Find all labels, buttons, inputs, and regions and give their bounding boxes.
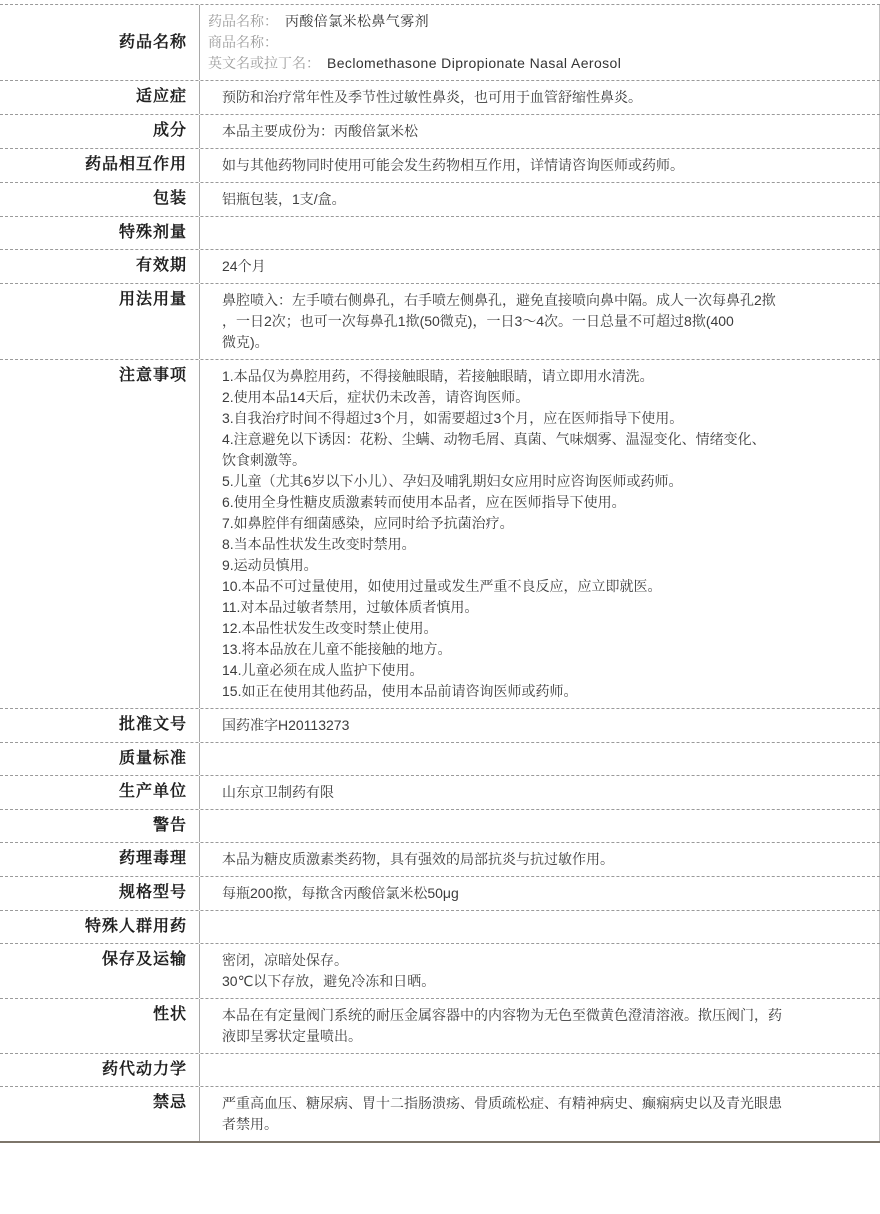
row-label: 禁忌 bbox=[0, 1087, 200, 1141]
table-row bbox=[0, 999, 880, 1054]
row-label: 药代动力学 bbox=[0, 1054, 200, 1086]
row-value bbox=[200, 149, 880, 182]
table-row bbox=[0, 5, 880, 81]
row-label: 规格型号 bbox=[0, 877, 200, 910]
table-row bbox=[0, 911, 880, 944]
value-line: 如与其他药物同时使用可能会发生药物相互作用，详情请咨询医师或药师。 bbox=[222, 157, 684, 173]
table-row bbox=[0, 1054, 880, 1087]
sub-field-line bbox=[208, 11, 869, 32]
row-label: 特殊剂量 bbox=[0, 217, 200, 249]
row-value bbox=[200, 115, 880, 148]
row-value bbox=[200, 944, 880, 998]
value-line: 11.对本品过敏者禁用，过敏体质者慎用。 bbox=[222, 599, 479, 615]
table-row bbox=[0, 776, 880, 810]
row-value bbox=[200, 911, 880, 943]
table-row bbox=[0, 360, 880, 709]
table-row bbox=[0, 944, 880, 999]
row-label: 警告 bbox=[0, 810, 200, 842]
value-line: 饮食刺激等。 bbox=[222, 452, 306, 468]
value-line: 本品为糖皮质激素类药物，具有强效的局部抗炎与抗过敏作用。 bbox=[222, 851, 614, 867]
row-label: 药理毒理 bbox=[0, 843, 200, 876]
row-value bbox=[200, 999, 880, 1053]
value-line: 14.儿童必须在成人监护下使用。 bbox=[222, 662, 424, 678]
row-value bbox=[200, 183, 880, 216]
row-label: 适应症 bbox=[0, 81, 200, 114]
row-value bbox=[200, 284, 880, 359]
table-row bbox=[0, 149, 880, 183]
sub-field-label: 药品名称： bbox=[208, 13, 278, 29]
value-line: 国药准字H20113273 bbox=[222, 717, 350, 733]
table-row bbox=[0, 217, 880, 250]
table-row bbox=[0, 810, 880, 843]
row-value bbox=[200, 1087, 880, 1141]
row-value bbox=[200, 843, 880, 876]
value-line: ，一日2次；也可一次每鼻孔1揿(50微克)，一日3～4次。一日总量不可超过8揿(400 bbox=[222, 313, 734, 329]
table-row bbox=[0, 843, 880, 877]
sub-field-label: 商品名称： bbox=[208, 34, 278, 50]
row-value bbox=[200, 360, 880, 708]
sub-field-label: 英文名或拉丁名： bbox=[208, 55, 320, 71]
row-value bbox=[200, 877, 880, 910]
value-line: 预防和治疗常年性及季节性过敏性鼻炎，也可用于血管舒缩性鼻炎。 bbox=[222, 89, 642, 105]
value-line: 每瓶200揿，每揿含丙酸倍氯米松50μg bbox=[222, 885, 459, 901]
row-value bbox=[200, 217, 880, 249]
value-line: 24个月 bbox=[222, 258, 266, 274]
value-line: 密闭，凉暗处保存。 bbox=[222, 952, 348, 968]
row-label: 包装 bbox=[0, 183, 200, 216]
row-value bbox=[200, 743, 880, 775]
sub-field-line bbox=[208, 32, 869, 53]
value-line: 30℃以下存放，避免冷冻和日晒。 bbox=[222, 973, 436, 989]
value-line: 本品在有定量阀门系统的耐压金属容器中的内容物为无色至微黄色澄清溶液。揿压阀门，药 bbox=[222, 1007, 782, 1023]
value-line: 山东京卫制药有限 bbox=[222, 784, 334, 800]
row-label: 生产单位 bbox=[0, 776, 200, 809]
value-line: 3.自我治疗时间不得超过3个月，如需要超过3个月，应在医师指导下使用。 bbox=[222, 410, 684, 426]
value-line: 6.使用全身性糖皮质激素转而使用本品者，应在医师指导下使用。 bbox=[222, 494, 626, 510]
row-value bbox=[200, 5, 880, 80]
table-row bbox=[0, 81, 880, 115]
row-label: 用法用量 bbox=[0, 284, 200, 359]
table-row bbox=[0, 1087, 880, 1141]
value-line: 8.当本品性状发生改变时禁用。 bbox=[222, 536, 416, 552]
value-line: 者禁用。 bbox=[222, 1116, 278, 1132]
row-label: 保存及运输 bbox=[0, 944, 200, 998]
value-line: 4.注意避免以下诱因：花粉、尘螨、动物毛屑、真菌、气味烟雾、温湿变化、情绪变化、 bbox=[222, 431, 766, 447]
row-label: 成分 bbox=[0, 115, 200, 148]
value-line: 微克)。 bbox=[222, 334, 269, 350]
value-line: 本品主要成份为：丙酸倍氯米松 bbox=[222, 123, 418, 139]
row-value bbox=[200, 1054, 880, 1086]
table-row bbox=[0, 709, 880, 743]
drug-info-table bbox=[0, 4, 880, 1143]
value-line: 液即呈雾状定量喷出。 bbox=[222, 1028, 362, 1044]
value-line: 铝瓶包装，1支/盒。 bbox=[222, 191, 346, 207]
row-label: 注意事项 bbox=[0, 360, 200, 708]
row-label: 药品相互作用 bbox=[0, 149, 200, 182]
value-line: 15.如正在使用其他药品，使用本品前请咨询医师或药师。 bbox=[222, 683, 578, 699]
sub-field-line bbox=[208, 53, 869, 74]
table-row bbox=[0, 115, 880, 149]
value-line: 12.本品性状发生改变时禁止使用。 bbox=[222, 620, 438, 636]
row-value bbox=[200, 709, 880, 742]
row-value bbox=[200, 776, 880, 809]
row-value bbox=[200, 810, 880, 842]
sub-field-value: 丙酸倍氯米松鼻气雾剂 bbox=[285, 13, 429, 29]
table-row bbox=[0, 284, 880, 360]
value-line: 1.本品仅为鼻腔用药，不得接触眼睛，若接触眼睛，请立即用水清洗。 bbox=[222, 368, 654, 384]
row-label: 质量标准 bbox=[0, 743, 200, 775]
value-line: 10.本品不可过量使用，如使用过量或发生严重不良反应，应立即就医。 bbox=[222, 578, 662, 594]
table-row bbox=[0, 743, 880, 776]
value-line: 7.如鼻腔伴有细菌感染，应同时给予抗菌治疗。 bbox=[222, 515, 514, 531]
row-value bbox=[200, 81, 880, 114]
sub-field-value: Beclomethasone Dipropionate Nasal Aerosol bbox=[327, 55, 622, 71]
value-line: 13.将本品放在儿童不能接触的地方。 bbox=[222, 641, 452, 657]
value-line: 鼻腔喷入：左手喷右侧鼻孔，右手喷左侧鼻孔，避免直接喷向鼻中隔。成人一次每鼻孔2揿 bbox=[222, 292, 776, 308]
value-line: 5.儿童（尤其6岁以下小儿）、孕妇及哺乳期妇女应用时应咨询医师或药师。 bbox=[222, 473, 683, 489]
row-label: 性状 bbox=[0, 999, 200, 1053]
row-value bbox=[200, 250, 880, 283]
row-label: 有效期 bbox=[0, 250, 200, 283]
value-line: 严重高血压、糖尿病、胃十二指肠溃疡、骨质疏松症、有精神病史、癫痫病史以及青光眼患 bbox=[222, 1095, 782, 1111]
table-row bbox=[0, 877, 880, 911]
row-label: 特殊人群用药 bbox=[0, 911, 200, 943]
value-line: 9.运动员慎用。 bbox=[222, 557, 318, 573]
row-label: 药品名称 bbox=[0, 5, 200, 80]
table-row bbox=[0, 183, 880, 217]
table-row bbox=[0, 250, 880, 284]
value-line: 2.使用本品14天后，症状仍未改善，请咨询医师。 bbox=[222, 389, 530, 405]
row-label: 批准文号 bbox=[0, 709, 200, 742]
